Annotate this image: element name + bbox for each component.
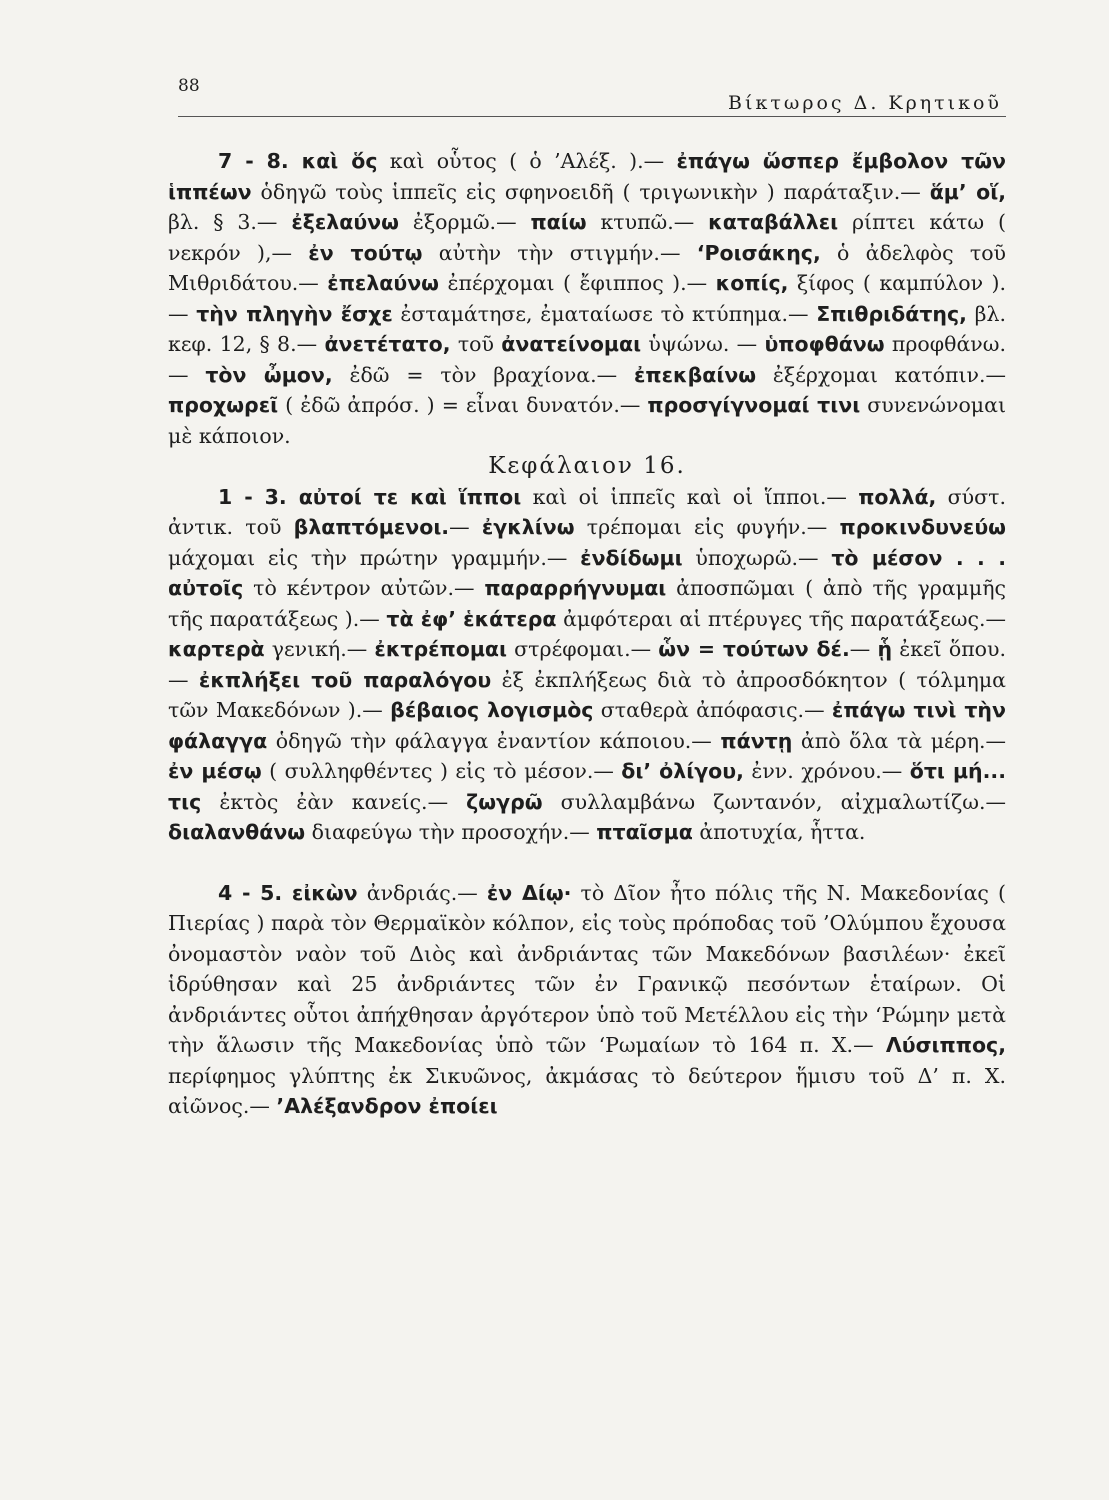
text-run: ἐκτὸς ἐὰν κανείς.— bbox=[201, 789, 467, 814]
bold-term: προσγίγνομαί τινι bbox=[647, 393, 861, 417]
bold-term: ἐν Δίῳ· bbox=[486, 880, 572, 905]
bold-term: τὸ μέσον . . . αὐτοῖς bbox=[168, 545, 1006, 600]
bold-term: βέβαιος λογισμὸς bbox=[390, 698, 594, 722]
paragraph-chapter15-notes-7-8 bbox=[168, 146, 1006, 451]
paragraph-gap bbox=[168, 848, 1006, 878]
text-run: συλλαμβάνω ζωντανόν, αἰχμαλωτίζω.— bbox=[542, 789, 1006, 814]
bold-term: ἀνετέτατο, bbox=[324, 332, 451, 356]
bold-term: πταῖσμα bbox=[596, 820, 693, 844]
bold-term: προκινδυνεύω bbox=[839, 515, 1006, 539]
bold-term: ’Αλέξανδρον ἐποίει bbox=[276, 1094, 498, 1118]
page-header bbox=[178, 76, 1006, 117]
bold-term: ἐν μέσῳ bbox=[168, 759, 262, 783]
text-run: ὁδηγῶ τοὺς ἱππεῖς εἰς σφηνοειδῆ ( τριγωνικὴν ) παράταξιν.— bbox=[251, 179, 930, 204]
bold-term: ἐπελαύνω bbox=[327, 271, 440, 295]
text-run: προφθάνω. — bbox=[168, 332, 1006, 387]
bold-term: δι’ ὀλίγου, bbox=[621, 759, 744, 783]
text-run: ἀπὸ ὅλα τὰ μέρη.— bbox=[792, 728, 1006, 753]
text-run: καὶ οἱ ἱππεῖς καὶ οἱ ἵπποι.— bbox=[521, 484, 859, 509]
running-title: Βίκτωρος Δ. Κρητικοῦ bbox=[728, 92, 1002, 114]
bold-term: καὶ ὅς bbox=[301, 149, 378, 173]
bold-term: βλαπτόμενοι. bbox=[293, 515, 450, 539]
bold-term: ἐπάγω τινὶ τὴν φάλαγγα bbox=[168, 698, 1006, 753]
bold-term: κοπίς, bbox=[715, 271, 789, 295]
page-body bbox=[168, 146, 1006, 1122]
bold-term: πολλά, bbox=[858, 484, 937, 509]
bold-term: ὧν = τούτων δέ. bbox=[658, 637, 850, 661]
bold-term: τὸν ὦμον, bbox=[205, 362, 333, 387]
text-run: στρέφομαι.— bbox=[507, 637, 659, 661]
bold-term: ἐπεκβαίνω bbox=[633, 362, 757, 387]
bold-term: τὰ ἐφ’ ἑκάτερα bbox=[386, 606, 557, 631]
text-run: ὑψώνω. — bbox=[641, 332, 765, 356]
bold-term: ἐκτρέπομαι bbox=[374, 637, 508, 661]
bold-term: παραρρήγνυμαι bbox=[484, 576, 667, 600]
text-run: ἐξορμῶ.— bbox=[398, 210, 531, 234]
text-run: ἐδῶ = τὸν βραχίονα.— bbox=[332, 362, 634, 387]
text-run: τοῦ bbox=[450, 332, 502, 356]
bold-term: ᾗ bbox=[877, 637, 893, 661]
text-run: σταθερὰ ἀπόφασις.— bbox=[593, 698, 832, 722]
text-run: μάχομαι εἰς τὴν πρώτην γραμμήν.— bbox=[168, 545, 581, 570]
bold-term: τὴν πληγὴν ἔσχε bbox=[196, 301, 393, 326]
text-run: ἐπέρχομαι ( ἔφιππος ).— bbox=[439, 271, 716, 295]
bold-term: Λύσιππος, bbox=[885, 1033, 1006, 1057]
text-run: τρέπομαι εἰς φυγήν.— bbox=[574, 515, 840, 539]
text-run: ἀποσπῶμαι ( ἀπὸ τῆς γραμμῆς τῆς παρατάξεως ).— bbox=[168, 576, 1006, 631]
bold-term: ἐκπλήξει τοῦ παραλόγου bbox=[198, 667, 492, 692]
bold-term: προχωρεῖ bbox=[168, 393, 279, 417]
text-run: ἀνδριάς.— bbox=[357, 880, 487, 905]
text-run: ὁδηγῶ τὴν φάλαγγα ἐναντίον κάποιου.— bbox=[267, 728, 721, 753]
text-run: περίφημος γλύπτης ἐκ Σικυῶνος, ἀκμάσας τὸ δεύτερον ἥμισυ τοῦ Δ’ π. Χ. αἰῶνος.— bbox=[168, 1063, 1006, 1118]
bold-term: πάντῃ bbox=[720, 728, 793, 753]
bold-term: ἐν τούτῳ bbox=[308, 240, 423, 265]
text-run: ἐσταμάτησε, ἐματαίωσε τὸ κτύπημα.— bbox=[392, 301, 817, 326]
text-run: — bbox=[849, 637, 878, 661]
section-number: 7 - 8. bbox=[218, 149, 302, 173]
text-run: ὑποχωρῶ.— bbox=[682, 545, 832, 570]
text-run: ἐξέρχομαι κατόπιν.— bbox=[756, 362, 1006, 387]
text-run: συνενώνομαι μὲ κάποιον. bbox=[168, 393, 1007, 448]
text-run: βλ. κεφ. 12, § 8.— bbox=[168, 301, 1006, 356]
bold-term: ἅμ’ οἵ, bbox=[929, 179, 1007, 204]
bold-term: εἰκὼν bbox=[291, 880, 358, 905]
text-run: ὁ ἀδελφὸς τοῦ Μιθριδάτου.— bbox=[168, 240, 1007, 295]
bold-term: αὐτοί τε καὶ ἵπποι bbox=[298, 484, 522, 509]
text-run: διαφεύγω τὴν προσοχήν.— bbox=[305, 820, 597, 844]
bold-term: διαλανθάνω bbox=[168, 820, 306, 844]
bold-term: ζωγρῶ bbox=[466, 789, 543, 814]
page-number: 88 bbox=[178, 76, 200, 96]
bold-term: παίω bbox=[530, 210, 587, 234]
text-run: σύστ. ἀντικ. τοῦ bbox=[168, 484, 1006, 539]
bold-term: ἐπάγω ὥσπερ ἔμβολον τῶν ἱππέων bbox=[168, 149, 1007, 204]
paragraph-notes-4-5 bbox=[168, 878, 1006, 1122]
text-run: τὸ κέντρον αὐτῶν.— bbox=[243, 576, 485, 600]
text-run: τὸ Δῖον ἦτο πόλις τῆς Ν. Μακεδονίας ( Πιερίας ) παρὰ τὸν Θερμαϊκὸν κόλπον, εἰς τοὺς πρόποδας τοῦ ’Ολύμπου ἔχουσα ὀνομαστὸν ναὸν τοῦ Διὸς καὶ ἀνδριάντας τῶν Μακεδόνων βασιλέων· ἐκεῖ ἱδρύθησαν καὶ 25 ἀνδριάντες τῶν ἐν Γρανικῷ πεσόντων ἑταίρων. Οἱ ἀνδριάντες οὗτοι ἀπήχθησαν ἀργότερον ὑπὸ τοῦ Μετέλλου εἰς τὴν ‘Ρώμην μετὰ τὴν ἅλωσιν τῆς Μακεδονίας ὑπὸ τῶν ‘Ρωμαίων τὸ 164 π. Χ.— bbox=[168, 880, 1006, 1057]
text-run: ξίφος ( καμπύλον ).— bbox=[168, 271, 1007, 326]
bold-term: ὑποφθάνω bbox=[764, 332, 885, 356]
bold-term: καρτερὰ bbox=[168, 637, 265, 661]
text-run: ἐκεῖ ὅπου.— bbox=[168, 637, 1006, 692]
text-run: γενική.— bbox=[264, 637, 375, 661]
text-run: ἐξ ἐκπλήξεως διὰ τὸ ἀπροσδόκητον ( τόλμημα τῶν Μακεδόνων ).— bbox=[168, 667, 1006, 722]
text-run: — bbox=[449, 515, 482, 539]
bold-term: ἐξελαύνω bbox=[291, 210, 399, 234]
text-run: ( ἐδῶ ἀπρόσ. ) = εἶναι δυνατόν.— bbox=[278, 393, 648, 417]
bold-term: καταβάλλει bbox=[708, 210, 839, 234]
bold-term: ὅτι μή... τις bbox=[168, 759, 1006, 814]
paragraph-notes-1-3 bbox=[168, 482, 1006, 848]
section-number: 4 - 5. bbox=[218, 880, 292, 905]
text-run: ἀμφότεραι αἱ πτέρυγες τῆς παρατάξεως.— bbox=[556, 606, 1006, 631]
text-run: ( συλληφθέντες ) εἰς τὸ μέσον.— bbox=[261, 759, 622, 783]
bold-term: ἀνατείνομαι bbox=[501, 332, 642, 356]
bold-term: ‘Ροισάκης, bbox=[696, 240, 821, 265]
text-run: ἀποτυχία, ἧττα. bbox=[692, 820, 866, 844]
text-run: κτυπῶ.— bbox=[586, 210, 709, 234]
text-run: βλ. § 3.— bbox=[168, 210, 292, 234]
section-number: 1 - 3. bbox=[218, 484, 299, 509]
text-run: ρίπτει κάτω ( νεκρόν ),— bbox=[168, 210, 1007, 265]
text-run: καὶ οὗτος ( ὁ ’Αλέξ. ).— bbox=[377, 149, 677, 173]
bold-term: Σπιθριδάτης, bbox=[816, 301, 967, 326]
bold-term: ἐγκλίνω bbox=[481, 515, 575, 539]
text-run: αὐτὴν τὴν στιγμήν.— bbox=[422, 240, 697, 265]
text-run: ἐνν. χρόνου.— bbox=[743, 759, 910, 783]
bold-term: ἐνδίδωμι bbox=[580, 545, 683, 570]
chapter-heading: Κεφάλαιον 16. bbox=[488, 453, 686, 479]
